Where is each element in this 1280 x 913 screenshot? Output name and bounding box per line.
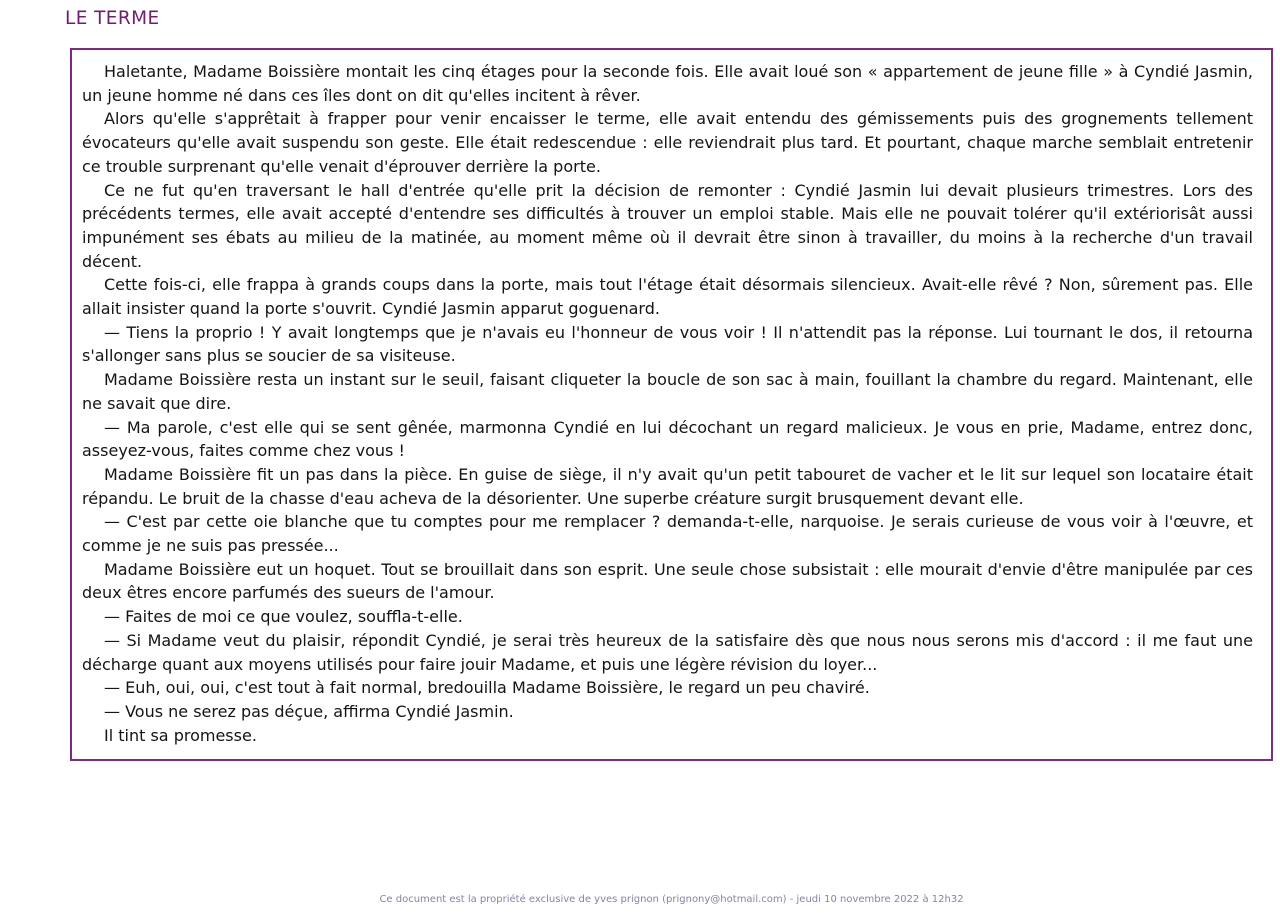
footer-note: Ce document est la propriété exclusive de yves prignon (prignony@hotmail.com) - jeudi 10 novembre 2022 à 12h32 xyxy=(379,894,964,905)
story-paragraph: — Euh, oui, oui, c'est tout à fait normal, bredouilla Madame Boissière, le regard un peu chaviré. xyxy=(104,678,870,698)
story-paragraph: — Faites de moi ce que voulez, souffla-t-elle. xyxy=(104,607,463,627)
page-title: LE TERME xyxy=(65,8,160,29)
story-paragraph: — Si Madame veut du plaisir, répondit Cyndié, je serai très heureux de la satisfaire dès que nous nous serons mis d'accord : il me faut une décharge quant aux moyens utilisés pour faire jouir Madame, et puis une légère révision du loyer... xyxy=(82,630,1253,674)
story-paragraph: Ce ne fut qu'en traversant le hall d'entrée qu'elle prit la décision de remonter : Cyndié Jasmin lui devait plusieurs trimestres. Lors des précédents termes, elle avait accepté d'entendre ses difficultés à trouver un emploi stable. Mais elle ne pouvait tolérer qu'il extériorisât aussi impunément ses ébats au milieu de la matinée, au moment même où il devrait être sinon à travailler, du moins à la recherche d'un travail décent. xyxy=(82,180,1253,271)
story-paragraph: Il tint sa promesse. xyxy=(104,725,257,745)
story-paragraph: — C'est par cette oie blanche que tu comptes pour me remplacer ? demanda-t-elle, narquoise. Je serais curieuse de vous voir à l'œuvre, et comme je ne suis pas pressée... xyxy=(82,512,1253,556)
story-paragraph: Cette fois-ci, elle frappa à grands coups dans la porte, mais tout l'étage était désormais silencieux. Avait-elle rêvé ? Non, sûrement pas. Elle allait insister quand la porte s'ouvrit. Cyndié Jasmin apparut goguenard. xyxy=(82,275,1253,319)
story-paragraph: Alors qu'elle s'apprêtait à frapper pour venir encaisser le terme, elle avait entendu des gémissements puis des grognements tellement évocateurs qu'elle avait suspendu son geste. Elle était redescendue : elle reviendrait plus tard. Et pourtant, chaque marche semblait entretenir ce trouble surprenant qu'elle venait d'éprouver derrière la porte. xyxy=(82,109,1253,176)
story-box xyxy=(70,48,1273,761)
document-page xyxy=(0,8,1280,913)
story-paragraph: Madame Boissière fit un pas dans la pièce. En guise de siège, il n'y avait qu'un petit tabouret de vacher et le lit sur lequel son locataire était répandu. Le bruit de la chasse d'eau acheva de la désorienter. Une superbe créature surgit brusquement devant elle. xyxy=(82,464,1253,508)
story-paragraph: — Vous ne serez pas déçue, affirma Cyndié Jasmin. xyxy=(104,701,514,721)
story-paragraph: Madame Boissière eut un hoquet. Tout se brouillait dans son esprit. Une seule chose subsistait : elle mourait d'envie d'être manipulée par ces deux êtres encore parfumés des sueurs de l'amour. xyxy=(82,559,1253,603)
story-paragraph: Madame Boissière resta un instant sur le seuil, faisant cliqueter la boucle de son sac à main, fouillant la chambre du regard. Maintenant, elle ne savait que dire. xyxy=(82,370,1253,413)
story-paragraph: — Tiens la proprio ! Y avait longtemps que je n'avais eu l'honneur de vous voir ! Il n'attendit pas la réponse. Lui tournant le dos, il retourna s'allonger sans plus se soucier de sa visiteuse. xyxy=(82,322,1253,366)
story-paragraph: — Ma parole, c'est elle qui se sent gênée, marmonna Cyndié en lui décochant un regard malicieux. Je vous en prie, Madame, entrez donc, asseyez-vous, faites comme chez vous ! xyxy=(82,417,1253,461)
story-paragraph: Haletante, Madame Boissière montait les cinq étages pour la seconde fois. Elle avait loué son « appartement de jeune fille » à Cyndié Jasmin, un jeune homme né dans ces îles dont on dit qu'elles incitent à rêver. xyxy=(82,62,1253,105)
